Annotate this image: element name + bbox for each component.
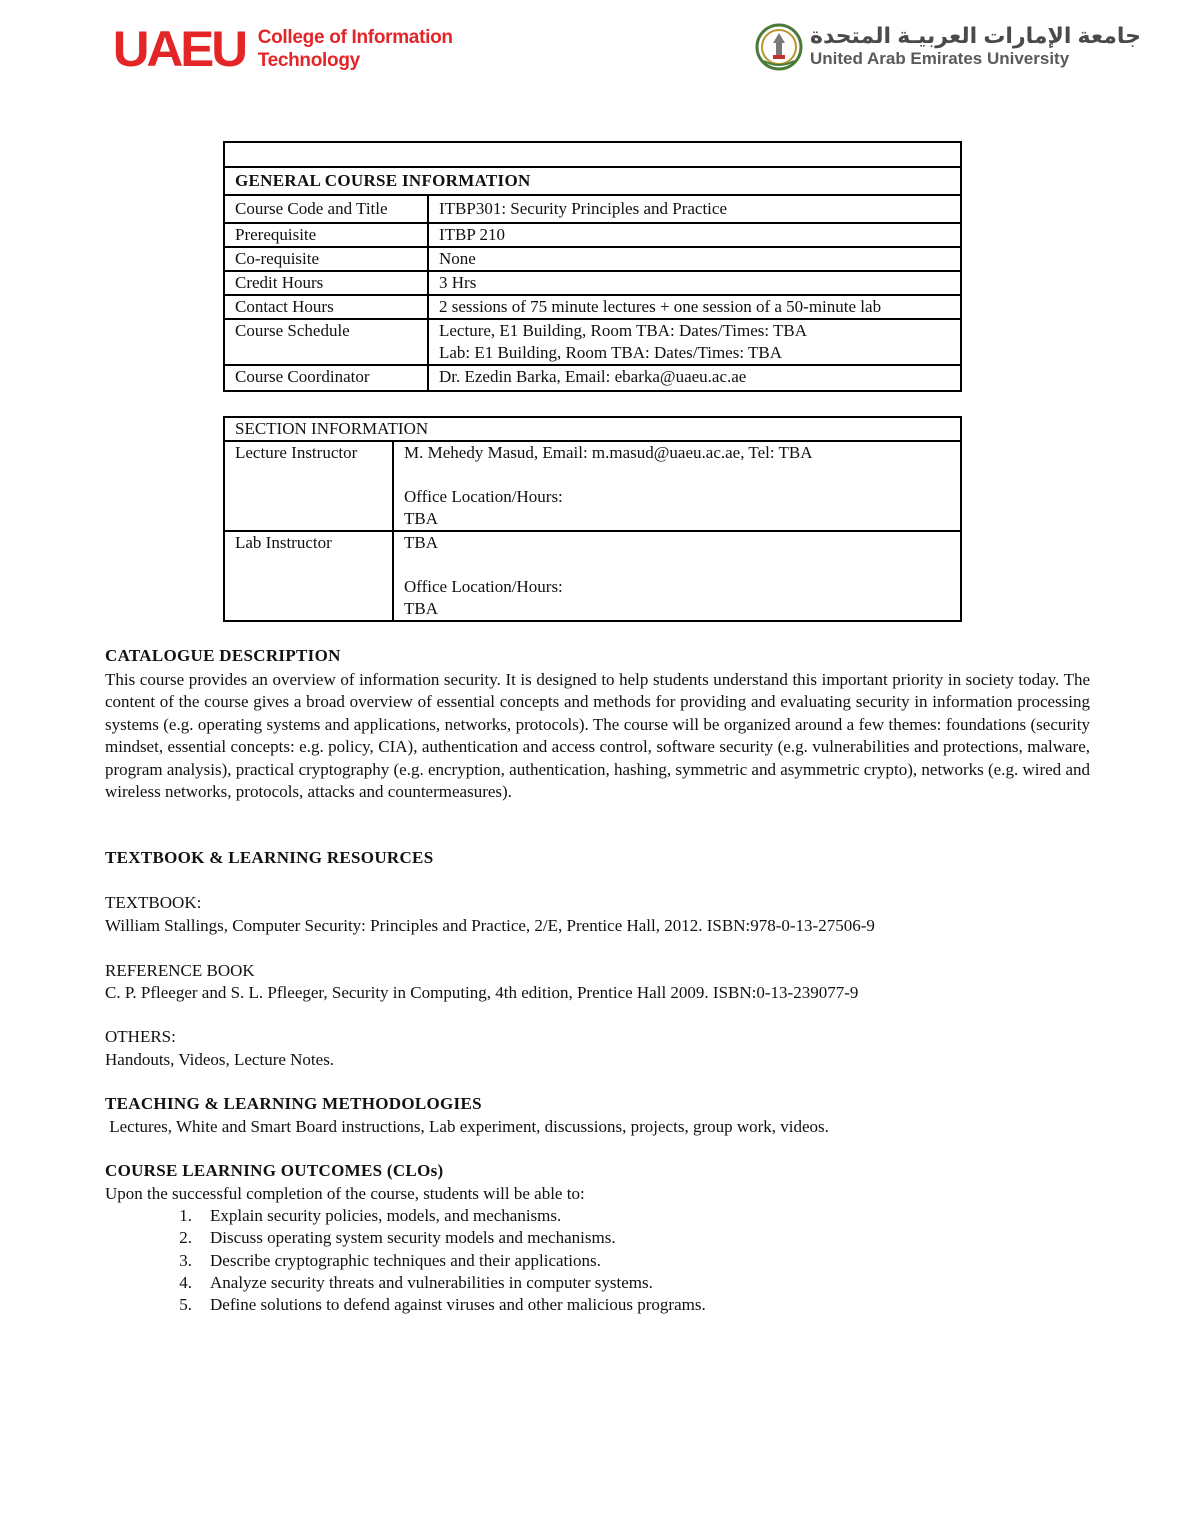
row-label: Co-requisite: [224, 247, 428, 271]
instructor-line: TBA: [404, 533, 438, 552]
textbook-entry: William Stallings, Computer Security: Principles and Practice, 2/E, Prentice Hall, 2012. ISBN:978-0-13-27506-9: [105, 916, 875, 935]
list-number: 3 .: [105, 1250, 210, 1272]
instructor-line: TBA: [404, 599, 438, 618]
list-item: [105, 1205, 706, 1227]
uaeu-university-logo: [754, 20, 1141, 72]
table-spacer-cell: [224, 142, 961, 167]
instructor-line: Office Location/Hours:: [404, 577, 563, 596]
row-label: Lab Instructor: [224, 531, 393, 621]
college-name-line2: Technology: [257, 50, 360, 71]
general-info-title: GENERAL COURSE INFORMATION: [224, 167, 961, 195]
section-info-table: [223, 416, 962, 622]
textbook-label: TEXTBOOK:: [105, 893, 202, 912]
list-text: Define solutions to defend against viruses and other malicious programs.: [210, 1295, 706, 1315]
row-value: [393, 441, 961, 531]
row-value: 3 Hrs: [428, 271, 961, 295]
resources-title: TEXTBOOK & LEARNING RESOURCES: [105, 848, 434, 867]
row-label: Lecture Instructor: [224, 441, 393, 531]
catalogue-text: This course provides an overview of information security. It is designed to help students understand this important priority in society today. The content of the course gives a broad overview of essential concepts and methods for providing and evaluating security in information processing systems (e.g. operating systems and applications, networks, protocols). The course will be organized around a few themes: foundations (security mindset, essential concepts: e.g. policy, CIA), authentication and access control, software security (e.g. vulnerabilities and protections, malware, program analysis), practical cryptography (e.g. encryption, authentication, hashing, symmetric and asymmetric crypto), networks (e.g. wired and wireless networks, protocols, attacks and countermeasures).: [105, 670, 1090, 802]
college-name-line1: College of Information: [257, 27, 453, 48]
table-row: [224, 223, 961, 247]
instructor-line: [404, 554, 950, 576]
list-item: [105, 1227, 706, 1249]
university-names: [810, 23, 1141, 69]
university-name-english: United Arab Emirates University: [810, 49, 1070, 68]
row-label: Course Coordinator: [224, 365, 428, 391]
table-row: [224, 295, 961, 319]
table-header-row: [224, 417, 961, 441]
row-value: [393, 531, 961, 621]
row-value: ITBP 210: [428, 223, 961, 247]
table-header-row: [224, 167, 961, 195]
table-row: [224, 247, 961, 271]
schedule-line-lab: Lab: E1 Building, Room TBA: Dates/Times: TBA: [439, 343, 783, 362]
uaeu-cit-logo: [112, 21, 453, 77]
college-name: [258, 26, 453, 72]
uaeu-logo-word: UAEU: [112, 21, 245, 77]
table-row: [224, 441, 961, 531]
row-value: Dr. Ezedin Barka, Email: ebarka@uaeu.ac.ae: [428, 365, 961, 391]
list-item: [105, 1250, 706, 1272]
section-info-title: SECTION INFORMATION: [224, 417, 961, 441]
row-label: Contact Hours: [224, 295, 428, 319]
row-value: 2 sessions of 75 minute lectures + one session of a 50-minute lab: [428, 295, 961, 319]
list-number: 5 .: [105, 1294, 210, 1316]
table-row: [224, 365, 961, 391]
clos-title: COURSE LEARNING OUTCOMES (CLOs): [105, 1161, 444, 1180]
row-label: Course Schedule: [224, 319, 428, 365]
instructor-line: Office Location/Hours:: [404, 487, 563, 506]
instructor-line: M. Mehedy Masud, Email: m.masud@uaeu.ac.ae, Tel: TBA: [404, 443, 813, 462]
list-item: [105, 1294, 706, 1316]
table-row: [224, 195, 961, 223]
list-item: [105, 1272, 706, 1294]
university-name-arabic: جامعة الإمارات العربيـة المتحدة: [810, 23, 1142, 48]
reference-label: REFERENCE BOOK: [105, 961, 255, 980]
list-number: 4 .: [105, 1272, 210, 1294]
instructor-line: TBA: [404, 509, 438, 528]
others-entry: Handouts, Videos, Lecture Notes.: [105, 1050, 335, 1069]
list-text: Describe cryptographic techniques and their applications.: [210, 1250, 601, 1270]
list-number: 1 .: [105, 1205, 210, 1227]
list-number: 2 .: [105, 1227, 210, 1249]
list-text: Analyze security threats and vulnerabilities in computer systems.: [210, 1272, 653, 1292]
row-value: ITBP301: Security Principles and Practice: [428, 195, 961, 223]
schedule-line-lecture: Lecture, E1 Building, Room TBA: Dates/Times: TBA: [439, 321, 808, 340]
university-seal-icon: [754, 21, 804, 71]
catalogue-title: CATALOGUE DESCRIPTION: [105, 646, 341, 665]
instructor-line: [404, 464, 950, 486]
others-label: OTHERS:: [105, 1027, 176, 1046]
row-label: Prerequisite: [224, 223, 428, 247]
list-text: Discuss operating system security models and mechanisms.: [210, 1228, 616, 1248]
row-value: [428, 319, 961, 365]
methodologies-text: Lectures, White and Smart Board instructions, Lab experiment, discussions, projects, group work, videos.: [105, 1117, 829, 1136]
clos-intro: Upon the successful completion of the course, students will be able to:: [105, 1184, 585, 1203]
list-text: Explain security policies, models, and mechanisms.: [210, 1206, 562, 1225]
table-spacer-row: [224, 142, 961, 167]
table-row: [224, 319, 961, 365]
general-course-info-table: [223, 141, 962, 392]
table-row: [224, 271, 961, 295]
clo-list: [105, 1205, 706, 1316]
row-label: Course Code and Title: [224, 195, 428, 223]
row-label: Credit Hours: [224, 271, 428, 295]
row-value: None: [428, 247, 961, 271]
table-row: [224, 531, 961, 621]
methodologies-title: TEACHING & LEARNING METHODOLOGIES: [105, 1094, 482, 1113]
reference-entry: C. P. Pfleeger and S. L. Pfleeger, Security in Computing, 4th edition, Prentice Hall 2009. ISBN:0-13-239077-9: [105, 983, 859, 1002]
